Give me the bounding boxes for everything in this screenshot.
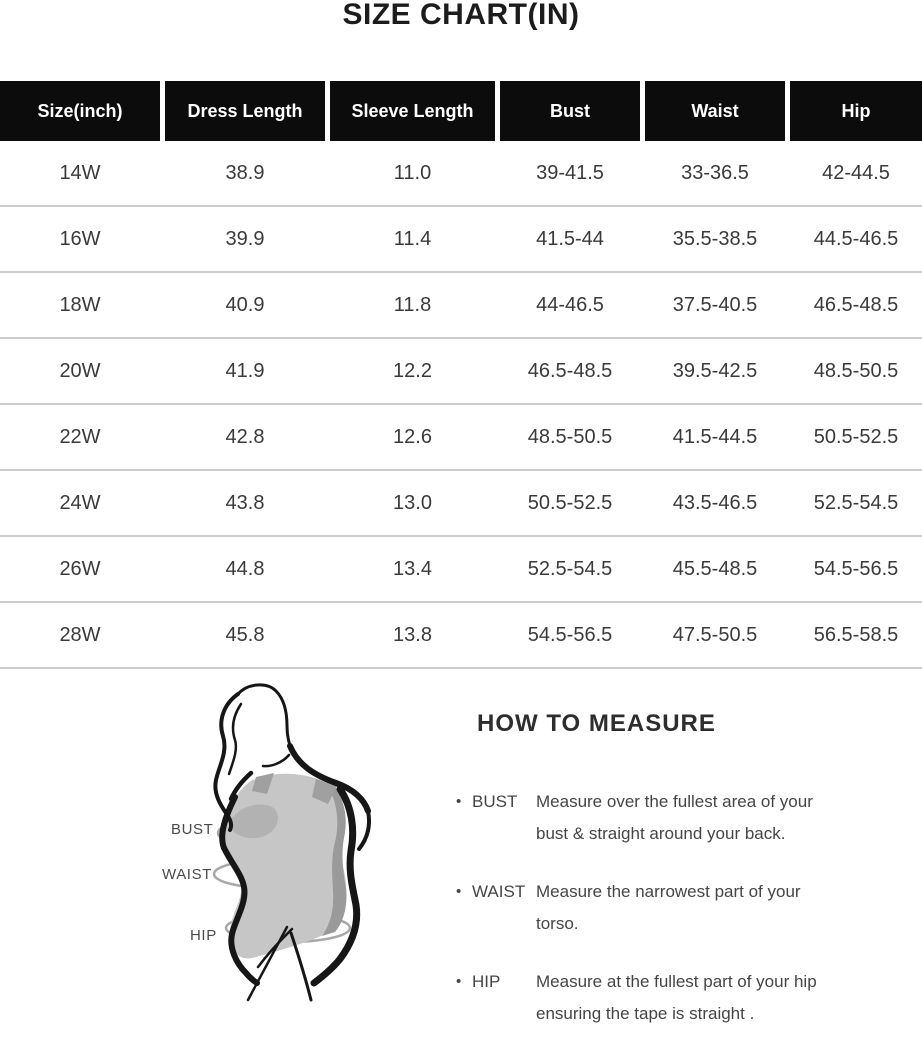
cell-bust: 46.5-48.5 [527, 359, 613, 382]
cell-size: 16W [59, 227, 101, 250]
cell-hip: 54.5-56.5 [813, 557, 899, 580]
measure-item-label: • HIP [472, 972, 501, 991]
figure-hip-label: HIP [190, 927, 217, 944]
table-header [0, 81, 922, 141]
cell-sleeve-length: 11.4 [393, 227, 432, 250]
cell-waist: 39.5-42.5 [672, 359, 758, 382]
cell-sleeve-length: 13.4 [393, 557, 432, 580]
cell-waist: 37.5-40.5 [672, 293, 758, 316]
size-chart-table [0, 81, 922, 669]
measure-text-line: Measure at the fullest part of your hip [536, 972, 817, 991]
table-row [0, 537, 922, 603]
header-size: Size(inch) [0, 81, 160, 141]
measurement-figure [0, 680, 470, 1000]
arm-stroke [359, 811, 369, 849]
measure-text-line: bust & straight around your back. [536, 824, 786, 843]
table-body [0, 141, 922, 669]
head-outline [238, 685, 293, 753]
cell-hip: 42-44.5 [822, 161, 890, 184]
cell-size: 18W [59, 293, 101, 316]
cell-dress-length: 38.9 [225, 161, 265, 184]
cell-bust: 48.5-50.5 [527, 425, 613, 448]
measure-text-line: Measure the narrowest part of your torso. [536, 882, 801, 933]
header-dress-length: Dress Length [165, 81, 325, 141]
cell-dress-length: 42.8 [225, 425, 265, 448]
table-header-row [0, 81, 922, 141]
measure-item-label: • BUST [472, 792, 518, 811]
measure-item-waist [456, 876, 824, 940]
cell-dress-length: 45.8 [225, 623, 265, 646]
table-row [0, 603, 922, 669]
measure-item-text [536, 966, 824, 1030]
measure-text-line: ensuring the tape is straight . [536, 1004, 755, 1023]
cell-bust: 44-46.5 [536, 293, 604, 316]
cell-size: 14W [59, 161, 101, 184]
header-hip: Hip [790, 81, 922, 141]
cell-waist: 41.5-44.5 [672, 425, 758, 448]
cell-dress-length: 39.9 [225, 227, 265, 250]
measure-item-text [536, 786, 824, 850]
cell-hip: 44.5-46.5 [813, 227, 899, 250]
how-to-measure-heading: HOW TO MEASURE [477, 710, 716, 737]
cell-bust: 54.5-56.5 [527, 623, 613, 646]
header-sleeve-length: Sleeve Length [330, 81, 495, 141]
table-row [0, 339, 922, 405]
cell-bust: 41.5-44 [536, 227, 604, 250]
cell-size: 20W [59, 359, 101, 382]
cell-sleeve-length: 13.0 [393, 491, 432, 514]
measure-instructions [456, 786, 824, 1056]
cell-sleeve-length: 12.6 [393, 425, 432, 448]
table-row [0, 207, 922, 273]
page-title: SIZE CHART(IN) [342, 0, 580, 31]
table-row [0, 471, 922, 537]
header-waist: Waist [645, 81, 785, 141]
measure-item-bust [456, 786, 824, 850]
cell-dress-length: 43.8 [225, 491, 265, 514]
female-body-illustration [140, 680, 460, 1000]
cell-waist: 43.5-46.5 [672, 491, 758, 514]
cell-hip: 56.5-58.5 [813, 623, 899, 646]
table-row [0, 405, 922, 471]
cell-bust: 50.5-52.5 [527, 491, 613, 514]
figure-waist-label: WAIST [162, 866, 212, 883]
cell-size: 26W [59, 557, 101, 580]
figure-bust-label: BUST [171, 821, 214, 838]
header-bust: Bust [500, 81, 640, 141]
cell-dress-length: 40.9 [225, 293, 265, 316]
cell-size: 28W [59, 623, 101, 646]
cell-size: 22W [59, 425, 101, 448]
cell-dress-length: 44.8 [225, 557, 265, 580]
measure-item-text [536, 876, 824, 940]
cell-dress-length: 41.9 [225, 359, 265, 382]
cell-size: 24W [59, 491, 101, 514]
measure-text-line: Measure over the fullest area of your [536, 792, 813, 811]
cell-hip: 52.5-54.5 [813, 491, 899, 514]
cell-waist: 47.5-50.5 [672, 623, 758, 646]
cell-hip: 50.5-52.5 [813, 425, 899, 448]
cell-hip: 46.5-48.5 [813, 293, 899, 316]
chin-stroke [263, 755, 289, 766]
cell-waist: 35.5-38.5 [672, 227, 758, 250]
cell-bust: 39-41.5 [536, 161, 604, 184]
hair-inner-stroke [229, 704, 241, 774]
cell-sleeve-length: 13.8 [393, 623, 432, 646]
cell-hip: 48.5-50.5 [813, 359, 899, 382]
cell-sleeve-length: 11.8 [393, 293, 432, 316]
cell-waist: 45.5-48.5 [672, 557, 758, 580]
cell-waist: 33-36.5 [681, 161, 749, 184]
cell-sleeve-length: 11.0 [393, 161, 432, 184]
measure-item-label: • WAIST [472, 882, 526, 901]
cell-bust: 52.5-54.5 [527, 557, 613, 580]
table-row [0, 141, 922, 207]
measure-item-hip [456, 966, 824, 1030]
cell-sleeve-length: 12.2 [393, 359, 432, 382]
table-row [0, 273, 922, 339]
